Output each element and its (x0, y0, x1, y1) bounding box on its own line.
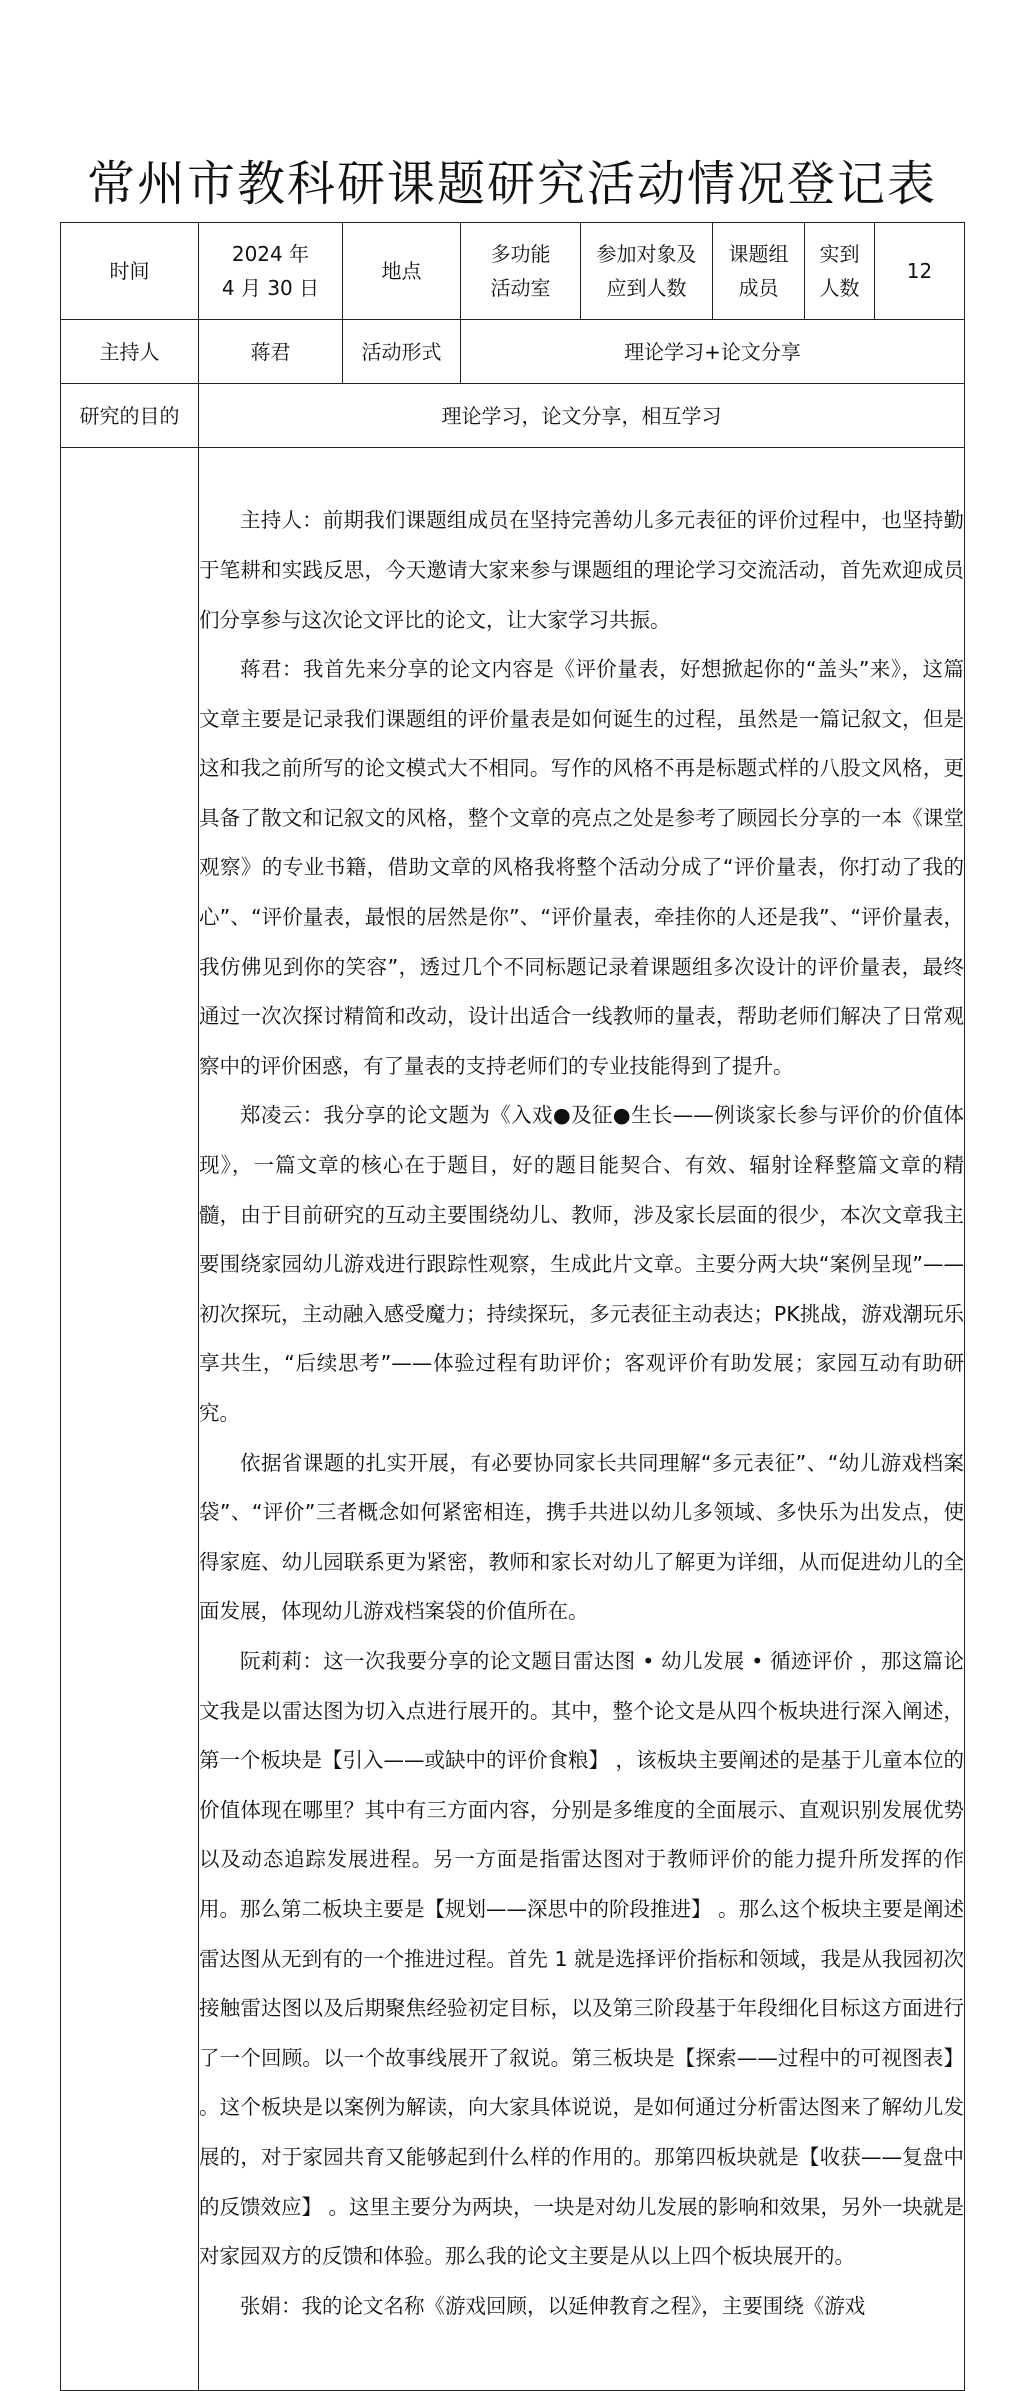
host-row (61, 320, 965, 384)
members-line2: 成员 (738, 276, 779, 300)
actual-value: 12 (875, 223, 965, 320)
paragraph-host: 主持人：前期我们课题组成员在坚持完善幼儿多元表征的评价过程中，也坚持勤于笔耕和实践反思，今天邀请大家来参与课题组的理论学习交流活动，首先欢迎成员们分享参与这次论文评比的论文，让大家学习共振。 (199, 508, 964, 632)
place-line2: 活动室 (490, 276, 551, 300)
paragraph-zhangjuan: 张娟：我的论文名称《游戏回顾，以延伸教育之程》，主要围绕《游戏 (240, 2293, 866, 2318)
registration-table (60, 222, 965, 2391)
place-label: 地点 (343, 223, 461, 320)
actual-line1: 实到 (819, 242, 860, 266)
content-label-cell (61, 448, 199, 2391)
members-line1: 课题组 (728, 242, 789, 266)
members-value (713, 223, 805, 320)
place-value (461, 223, 581, 320)
paragraph-basis: 依据省课题的扎实开展，有必要协同家长共同理解“多元表征”、“幼儿游戏档案袋”、“评价”三者概念如何紧密相连，携手共进以幼儿多领域、多快乐为出发点，使得家庭、幼儿园联系更为紧密，教师和家长对幼儿了解更为详细，从而促进幼儿的全面发展，体现幼儿游戏档案袋的价值所在。 (199, 1450, 964, 1624)
time-label: 时间 (61, 223, 199, 320)
participants-line2: 应到人数 (606, 276, 687, 300)
participants-line1: 参加对象及 (596, 242, 697, 266)
content-row (61, 448, 965, 2391)
host-value: 蒋君 (199, 320, 343, 384)
paragraph-jiangjun: 蒋君：我首先来分享的论文内容是《评价量表，好想掀起你的“盖头”来》，这篇文章主要是记录我们课题组的评价量表是如何诞生的过程，虽然是一篇记叙文，但是这和我之前所写的论文模式大不相同。写作的风格不再是标题式样的八股文风格，更具备了散文和记叙文的风格，整个文章的亮点之处是参考了顾园长分享的一本《课堂观察》的专业书籍，借助文章的风格我将整个活动分成了“评价量表，你打动了我的心”、“评价量表，最恨的居然是你”、“评价量表，牵挂你的人还是我”、“评价量表，我仿佛见到你的笑容”，透过几个不同标题记录着课题组多次设计的评价量表，最终通过一次次探讨精简和改动，设计出适合一线教师的量表，帮助老师们解决了日常观察中的评价困惑，有了量表的支持老师们的专业技能得到了提升。 (199, 657, 964, 1078)
time-year: 2024 年 (231, 242, 310, 266)
page-title: 常州市教科研课题研究活动情况登记表 (86, 156, 937, 212)
time-value (199, 223, 343, 320)
purpose-label: 研究的目的 (61, 384, 199, 448)
header-row (61, 223, 965, 320)
participants-label (581, 223, 713, 320)
actual-line2: 人数 (819, 276, 860, 300)
time-date: 4 月 30 日 (221, 276, 320, 300)
place-line1: 多功能 (490, 242, 551, 266)
content-cell (199, 448, 965, 2391)
paragraph-ruanlili: 阮莉莉：这一次我要分享的论文题目雷达图 • 幼儿发展 • 循迹评价 ，那这篇论文我是以雷达图为切入点进行展开的。其中，整个论文是从四个板块进行深入阐述，第一个板块是【引入——或缺中的评价食粮】 ，该板块主要阐述的是基于儿童本位的价值体现在哪里？其中有三方面内容，分别是多维度的全面展示、直观识别发展优势以及动态追踪发展进程。另一方面是指雷达图对于教师评价的能力提升所发挥的作用。那么第二板块主要是【规划——深思中的阶段推进】 。那么这个板块主要是阐述雷达图从无到有的一个推进过程。首先 1 就是选择评价指标和领域，我是从我园初次接触雷达图以及后期聚焦经验初定目标，以及第三阶段基于年段细化目标这方面进行了一个回顾。以一个故事线展开了叙说。第三板块是【探索——过程中的可视图表】 。这个板块是以案例为解读，向大家具体说说，是如何通过分析雷达图来了解幼儿发展的，对于家园共育又能够起到什么样的作用的。那第四板块就是【收获——复盘中的反馈效应】 。这里主要分为两块，一块是对幼儿发展的影响和效果，另外一块就是对家园双方的反馈和体验。那么我的论文主要是从以上四个板块展开的。 (199, 1648, 965, 2269)
host-label: 主持人 (61, 320, 199, 384)
form-label: 活动形式 (343, 320, 461, 384)
form-value: 理论学习+论文分享 (461, 320, 965, 384)
purpose-row (61, 384, 965, 448)
purpose-value: 理论学习，论文分享，相互学习 (199, 384, 965, 448)
paragraph-zhenglingyun: 郑凌云：我分享的论文题为《入戏●及征●生长——例谈家长参与评价的价值体现》，一篇文章的核心在于题目，好的题目能契合、有效、辐射诠释整篇文章的精髓，由于目前研究的互动主要围绕幼儿、教师，涉及家长层面的很少，本次文章我主要围绕家园幼儿游戏进行跟踪性观察，生成此片文章。主要分两大块“案例呈现”——初次探玩，主动融入感受魔力；持续探玩，多元表征主动表达；PK挑战，游戏潮玩乐享共生，“后续思考”——体验过程有助评价；客观评价有助发展；家园互动有助研究。 (199, 1103, 964, 1425)
actual-label (805, 223, 875, 320)
paragraph-cutoff-wrapper (199, 2282, 964, 2342)
